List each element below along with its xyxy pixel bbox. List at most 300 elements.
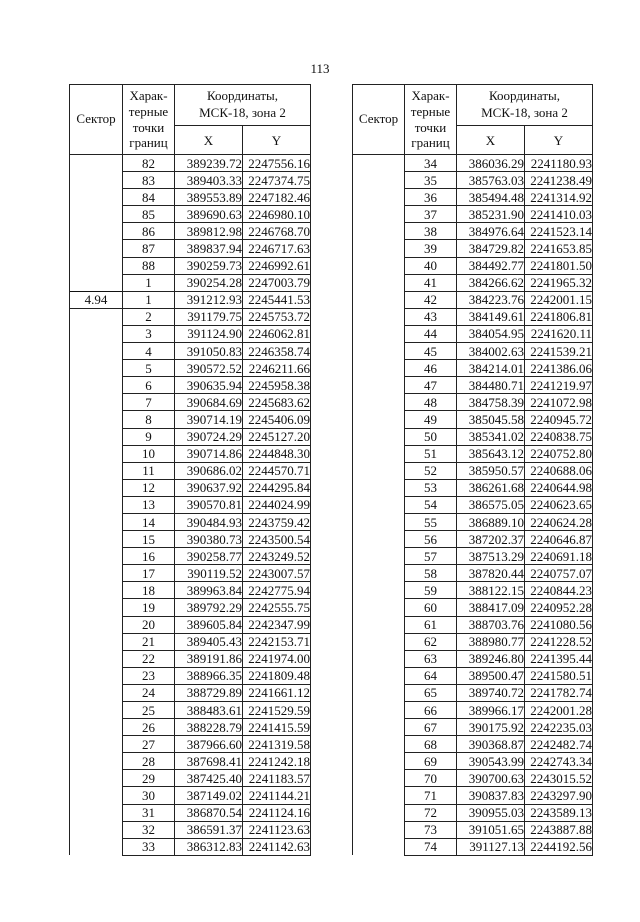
y-cell: 2241183.57 bbox=[243, 770, 311, 787]
y-cell: 2241124.16 bbox=[243, 804, 311, 821]
sector-cell bbox=[353, 531, 405, 548]
table-row bbox=[70, 325, 311, 342]
x-cell: 384149.61 bbox=[457, 308, 525, 325]
point-cell: 15 bbox=[123, 531, 175, 548]
point-cell: 62 bbox=[405, 633, 457, 650]
table-row bbox=[70, 479, 311, 496]
y-cell: 2242555.75 bbox=[243, 599, 311, 616]
point-cell: 23 bbox=[123, 667, 175, 684]
table-row bbox=[353, 172, 593, 189]
point-cell: 27 bbox=[123, 736, 175, 753]
header-coordinates-line: Координаты, bbox=[207, 88, 278, 104]
y-cell: 2241539.21 bbox=[525, 343, 593, 360]
x-cell: 390259.73 bbox=[175, 257, 243, 274]
header-points-line: точки bbox=[132, 119, 165, 135]
y-cell: 2242347.99 bbox=[243, 616, 311, 633]
y-cell: 2241415.59 bbox=[243, 719, 311, 736]
y-cell: 2241782.74 bbox=[525, 684, 593, 701]
x-cell: 391050.83 bbox=[175, 343, 243, 360]
x-cell: 391179.75 bbox=[175, 308, 243, 325]
x-cell: 388703.76 bbox=[457, 616, 525, 633]
table-row bbox=[70, 719, 311, 736]
sector-cell bbox=[70, 787, 123, 804]
x-cell: 390724.29 bbox=[175, 428, 243, 445]
point-cell: 67 bbox=[405, 719, 457, 736]
point-cell: 68 bbox=[405, 736, 457, 753]
y-cell: 2243887.88 bbox=[525, 821, 593, 838]
y-cell: 2245683.62 bbox=[243, 394, 311, 411]
sector-cell bbox=[353, 189, 405, 206]
sector-cell bbox=[353, 633, 405, 650]
y-cell: 2240691.18 bbox=[525, 548, 593, 565]
point-cell: 1 bbox=[123, 274, 175, 291]
table-row bbox=[353, 206, 593, 223]
point-cell: 38 bbox=[405, 223, 457, 240]
sector-cell bbox=[353, 428, 405, 445]
x-cell: 388980.77 bbox=[457, 633, 525, 650]
point-cell: 10 bbox=[123, 445, 175, 462]
header-coordinates-line: МСК-18, зона 2 bbox=[199, 105, 286, 120]
x-cell: 390684.69 bbox=[175, 394, 243, 411]
x-cell: 390543.99 bbox=[457, 753, 525, 770]
x-cell: 389553.89 bbox=[175, 189, 243, 206]
point-cell: 29 bbox=[123, 770, 175, 787]
x-cell: 385045.58 bbox=[457, 411, 525, 428]
x-cell: 390572.52 bbox=[175, 360, 243, 377]
table-row bbox=[70, 411, 311, 428]
point-cell: 52 bbox=[405, 462, 457, 479]
y-cell: 2241144.21 bbox=[243, 787, 311, 804]
x-cell: 384002.63 bbox=[457, 343, 525, 360]
header-sector: Сектор bbox=[353, 85, 405, 155]
header-coordinates-line: МСК-18, зона 2 bbox=[481, 105, 568, 120]
table-row bbox=[353, 308, 593, 325]
point-cell: 3 bbox=[123, 325, 175, 342]
sector-cell bbox=[70, 650, 123, 667]
x-cell: 390570.81 bbox=[175, 496, 243, 513]
y-cell: 2244192.56 bbox=[525, 838, 593, 855]
point-cell: 45 bbox=[405, 343, 457, 360]
point-cell: 16 bbox=[123, 548, 175, 565]
sector-cell bbox=[70, 496, 123, 513]
x-cell: 388483.61 bbox=[175, 702, 243, 719]
sector-cell bbox=[353, 565, 405, 582]
table-row bbox=[70, 343, 311, 360]
y-cell: 2246062.81 bbox=[243, 325, 311, 342]
table-row bbox=[353, 565, 593, 582]
table-row bbox=[353, 633, 593, 650]
point-cell: 34 bbox=[405, 155, 457, 172]
table-row bbox=[70, 513, 311, 530]
x-cell: 388417.09 bbox=[457, 599, 525, 616]
point-cell: 14 bbox=[123, 513, 175, 530]
sector-cell bbox=[70, 753, 123, 770]
table-row bbox=[70, 360, 311, 377]
x-cell: 385763.03 bbox=[457, 172, 525, 189]
x-cell: 388228.79 bbox=[175, 719, 243, 736]
x-cell: 389812.98 bbox=[175, 223, 243, 240]
table-row bbox=[353, 582, 593, 599]
y-cell: 2243249.52 bbox=[243, 548, 311, 565]
sector-cell bbox=[70, 513, 123, 530]
table-row bbox=[353, 445, 593, 462]
point-cell: 6 bbox=[123, 377, 175, 394]
y-cell: 2244570.71 bbox=[243, 462, 311, 479]
x-cell: 390484.93 bbox=[175, 513, 243, 530]
sector-cell bbox=[353, 496, 405, 513]
y-cell: 2240752.80 bbox=[525, 445, 593, 462]
sector-cell bbox=[353, 206, 405, 223]
x-cell: 390686.02 bbox=[175, 462, 243, 479]
x-cell: 384223.76 bbox=[457, 291, 525, 308]
y-cell: 2245958.38 bbox=[243, 377, 311, 394]
sector-cell bbox=[353, 753, 405, 770]
sector-cell bbox=[353, 377, 405, 394]
x-cell: 386036.29 bbox=[457, 155, 525, 172]
sector-cell bbox=[70, 548, 123, 565]
sector-cell bbox=[70, 377, 123, 394]
point-cell: 36 bbox=[405, 189, 457, 206]
point-cell: 53 bbox=[405, 479, 457, 496]
sector-cell bbox=[353, 155, 405, 172]
y-cell: 2241523.14 bbox=[525, 223, 593, 240]
table-row bbox=[70, 565, 311, 582]
header-points-line: Харак- bbox=[129, 88, 168, 104]
header-points-line: терные bbox=[128, 103, 169, 119]
table-row bbox=[353, 667, 593, 684]
x-cell: 386889.10 bbox=[457, 513, 525, 530]
point-cell: 60 bbox=[405, 599, 457, 616]
table-row bbox=[70, 684, 311, 701]
point-cell: 54 bbox=[405, 496, 457, 513]
y-cell: 2243589.13 bbox=[525, 804, 593, 821]
sector-cell bbox=[70, 736, 123, 753]
page-number: 113 bbox=[310, 61, 330, 76]
point-cell: 19 bbox=[123, 599, 175, 616]
sector-cell bbox=[353, 650, 405, 667]
y-cell: 2241238.49 bbox=[525, 172, 593, 189]
sector-cell bbox=[70, 838, 123, 855]
x-cell: 389191.86 bbox=[175, 650, 243, 667]
point-cell: 74 bbox=[405, 838, 457, 855]
sector-cell bbox=[70, 684, 123, 701]
table-row bbox=[353, 377, 593, 394]
table-row bbox=[70, 394, 311, 411]
point-cell: 46 bbox=[405, 360, 457, 377]
table-row bbox=[70, 804, 311, 821]
header-x: X bbox=[175, 126, 243, 155]
sector-cell bbox=[353, 667, 405, 684]
x-cell: 389246.80 bbox=[457, 650, 525, 667]
y-cell: 2246768.70 bbox=[243, 223, 311, 240]
point-cell: 41 bbox=[405, 274, 457, 291]
sector-cell bbox=[353, 325, 405, 342]
y-cell: 2240945.72 bbox=[525, 411, 593, 428]
table-row bbox=[353, 719, 593, 736]
sector-cell bbox=[70, 274, 123, 291]
x-cell: 384054.95 bbox=[457, 325, 525, 342]
table-row bbox=[70, 582, 311, 599]
point-cell: 17 bbox=[123, 565, 175, 582]
sector-cell bbox=[70, 155, 123, 172]
x-cell: 390635.94 bbox=[175, 377, 243, 394]
table-row bbox=[353, 616, 593, 633]
table-row bbox=[70, 821, 311, 838]
table-row bbox=[353, 462, 593, 479]
y-cell: 2240688.06 bbox=[525, 462, 593, 479]
table-row bbox=[353, 684, 593, 701]
y-cell: 2242743.34 bbox=[525, 753, 593, 770]
point-cell: 4 bbox=[123, 343, 175, 360]
y-cell: 2240624.28 bbox=[525, 513, 593, 530]
sector-cell bbox=[70, 770, 123, 787]
y-cell: 2243007.57 bbox=[243, 565, 311, 582]
x-cell: 387513.29 bbox=[457, 548, 525, 565]
table-row bbox=[70, 770, 311, 787]
table-row bbox=[353, 257, 593, 274]
sector-cell bbox=[353, 308, 405, 325]
table-row bbox=[353, 274, 593, 291]
table-row bbox=[353, 531, 593, 548]
y-cell: 2241620.11 bbox=[525, 325, 593, 342]
y-cell: 2240644.98 bbox=[525, 479, 593, 496]
table-row bbox=[353, 223, 593, 240]
point-cell: 2 bbox=[123, 308, 175, 325]
table-row bbox=[353, 702, 593, 719]
point-cell: 57 bbox=[405, 548, 457, 565]
sector-cell bbox=[353, 360, 405, 377]
point-cell: 65 bbox=[405, 684, 457, 701]
y-cell: 2241319.58 bbox=[243, 736, 311, 753]
x-cell: 389500.47 bbox=[457, 667, 525, 684]
table-row bbox=[70, 599, 311, 616]
y-cell: 2246992.61 bbox=[243, 257, 311, 274]
y-cell: 2241806.81 bbox=[525, 308, 593, 325]
x-cell: 389740.72 bbox=[457, 684, 525, 701]
y-cell: 2247182.46 bbox=[243, 189, 311, 206]
point-cell: 49 bbox=[405, 411, 457, 428]
sector-cell bbox=[70, 633, 123, 650]
point-cell: 72 bbox=[405, 804, 457, 821]
point-cell: 61 bbox=[405, 616, 457, 633]
x-cell: 389605.84 bbox=[175, 616, 243, 633]
point-cell: 7 bbox=[123, 394, 175, 411]
table-row bbox=[70, 787, 311, 804]
table-row bbox=[70, 445, 311, 462]
x-cell: 389966.17 bbox=[457, 702, 525, 719]
point-cell: 42 bbox=[405, 291, 457, 308]
x-cell: 387202.37 bbox=[457, 531, 525, 548]
x-cell: 389403.33 bbox=[175, 172, 243, 189]
point-cell: 50 bbox=[405, 428, 457, 445]
sector-cell bbox=[70, 223, 123, 240]
sector-cell bbox=[70, 394, 123, 411]
y-cell: 2244024.99 bbox=[243, 496, 311, 513]
sector-cell bbox=[353, 343, 405, 360]
x-cell: 384492.77 bbox=[457, 257, 525, 274]
sector-cell bbox=[353, 821, 405, 838]
table-body bbox=[353, 155, 593, 856]
point-cell: 84 bbox=[123, 189, 175, 206]
x-cell: 390837.83 bbox=[457, 787, 525, 804]
header-y: Y bbox=[525, 126, 593, 155]
y-cell: 2245441.53 bbox=[243, 291, 311, 308]
y-cell: 2243759.42 bbox=[243, 513, 311, 530]
x-cell: 390714.86 bbox=[175, 445, 243, 462]
point-cell: 11 bbox=[123, 462, 175, 479]
point-cell: 30 bbox=[123, 787, 175, 804]
y-cell: 2240952.28 bbox=[525, 599, 593, 616]
sector-cell bbox=[70, 479, 123, 496]
point-cell: 32 bbox=[123, 821, 175, 838]
x-cell: 391127.13 bbox=[457, 838, 525, 855]
x-cell: 387149.02 bbox=[175, 787, 243, 804]
sector-cell bbox=[353, 445, 405, 462]
table-row bbox=[353, 360, 593, 377]
y-cell: 2246358.74 bbox=[243, 343, 311, 360]
table-row bbox=[353, 325, 593, 342]
x-cell: 390258.77 bbox=[175, 548, 243, 565]
table-row bbox=[353, 753, 593, 770]
x-cell: 387966.60 bbox=[175, 736, 243, 753]
y-cell: 2241809.48 bbox=[243, 667, 311, 684]
header-points bbox=[123, 85, 175, 155]
table-body bbox=[70, 155, 311, 856]
x-cell: 387425.40 bbox=[175, 770, 243, 787]
y-cell: 2241314.92 bbox=[525, 189, 593, 206]
table-row bbox=[70, 702, 311, 719]
point-cell: 66 bbox=[405, 702, 457, 719]
point-cell: 64 bbox=[405, 667, 457, 684]
point-cell: 37 bbox=[405, 206, 457, 223]
y-cell: 2240646.87 bbox=[525, 531, 593, 548]
y-cell: 2241142.63 bbox=[243, 838, 311, 855]
header-points-line: терные bbox=[410, 103, 451, 119]
sector-cell bbox=[353, 513, 405, 530]
y-cell: 2243500.54 bbox=[243, 531, 311, 548]
sector-cell bbox=[70, 343, 123, 360]
sector-cell bbox=[70, 428, 123, 445]
x-cell: 384266.62 bbox=[457, 274, 525, 291]
y-cell: 2241974.00 bbox=[243, 650, 311, 667]
sector-cell bbox=[70, 582, 123, 599]
table-row bbox=[70, 736, 311, 753]
point-cell: 18 bbox=[123, 582, 175, 599]
x-cell: 384729.82 bbox=[457, 240, 525, 257]
sector-cell bbox=[353, 548, 405, 565]
x-cell: 390700.63 bbox=[457, 770, 525, 787]
x-cell: 385950.57 bbox=[457, 462, 525, 479]
x-cell: 391124.90 bbox=[175, 325, 243, 342]
y-cell: 2241965.32 bbox=[525, 274, 593, 291]
x-cell: 387698.41 bbox=[175, 753, 243, 770]
x-cell: 389239.72 bbox=[175, 155, 243, 172]
y-cell: 2241661.12 bbox=[243, 684, 311, 701]
sector-cell bbox=[70, 172, 123, 189]
sector-cell bbox=[353, 223, 405, 240]
x-cell: 390637.92 bbox=[175, 479, 243, 496]
y-cell: 2247556.16 bbox=[243, 155, 311, 172]
point-cell: 31 bbox=[123, 804, 175, 821]
header-points-line: границ bbox=[411, 135, 450, 151]
point-cell: 83 bbox=[123, 172, 175, 189]
x-cell: 387820.44 bbox=[457, 565, 525, 582]
sector-cell bbox=[353, 684, 405, 701]
y-cell: 2242775.94 bbox=[243, 582, 311, 599]
table-row bbox=[353, 291, 593, 308]
x-cell: 390714.19 bbox=[175, 411, 243, 428]
sector-cell bbox=[70, 702, 123, 719]
x-cell: 391051.65 bbox=[457, 821, 525, 838]
x-cell: 390380.73 bbox=[175, 531, 243, 548]
sector-cell bbox=[70, 565, 123, 582]
table-row bbox=[70, 240, 311, 257]
sector-cell bbox=[353, 411, 405, 428]
point-cell: 69 bbox=[405, 753, 457, 770]
y-cell: 2242001.28 bbox=[525, 702, 593, 719]
header-points bbox=[405, 85, 457, 155]
table-row bbox=[70, 753, 311, 770]
y-cell: 2243015.52 bbox=[525, 770, 593, 787]
point-cell: 56 bbox=[405, 531, 457, 548]
sector-cell bbox=[353, 172, 405, 189]
header-points-line: точки bbox=[414, 119, 447, 135]
y-cell: 2244848.30 bbox=[243, 445, 311, 462]
table-row bbox=[353, 770, 593, 787]
table-row bbox=[70, 223, 311, 240]
sector-cell bbox=[353, 291, 405, 308]
y-cell: 2245127.20 bbox=[243, 428, 311, 445]
point-cell: 55 bbox=[405, 513, 457, 530]
y-cell: 2242235.03 bbox=[525, 719, 593, 736]
table-row bbox=[70, 428, 311, 445]
y-cell: 2247003.79 bbox=[243, 274, 311, 291]
table-row bbox=[353, 548, 593, 565]
table-row bbox=[353, 155, 593, 172]
point-cell: 86 bbox=[123, 223, 175, 240]
y-cell: 2241242.18 bbox=[243, 753, 311, 770]
x-cell: 389837.94 bbox=[175, 240, 243, 257]
table-row bbox=[70, 155, 311, 172]
x-cell: 385341.02 bbox=[457, 428, 525, 445]
sector-cell bbox=[353, 616, 405, 633]
table-row bbox=[353, 189, 593, 206]
x-cell: 388966.35 bbox=[175, 667, 243, 684]
table-row bbox=[70, 257, 311, 274]
point-cell: 44 bbox=[405, 325, 457, 342]
coordinates-table-left bbox=[69, 84, 311, 856]
x-cell: 388122.15 bbox=[457, 582, 525, 599]
table-row bbox=[70, 172, 311, 189]
point-cell: 58 bbox=[405, 565, 457, 582]
x-cell: 384214.01 bbox=[457, 360, 525, 377]
x-cell: 384758.39 bbox=[457, 394, 525, 411]
y-cell: 2245406.09 bbox=[243, 411, 311, 428]
y-cell: 2243297.90 bbox=[525, 787, 593, 804]
sector-cell bbox=[70, 240, 123, 257]
y-cell: 2245753.72 bbox=[243, 308, 311, 325]
table-row bbox=[353, 496, 593, 513]
header-coordinates-line: Координаты, bbox=[489, 88, 560, 104]
table-row bbox=[70, 462, 311, 479]
y-cell: 2242001.15 bbox=[525, 291, 593, 308]
table-row bbox=[70, 531, 311, 548]
point-cell: 48 bbox=[405, 394, 457, 411]
table-row bbox=[353, 343, 593, 360]
table-row bbox=[353, 240, 593, 257]
table-row bbox=[353, 513, 593, 530]
table-row bbox=[70, 377, 311, 394]
